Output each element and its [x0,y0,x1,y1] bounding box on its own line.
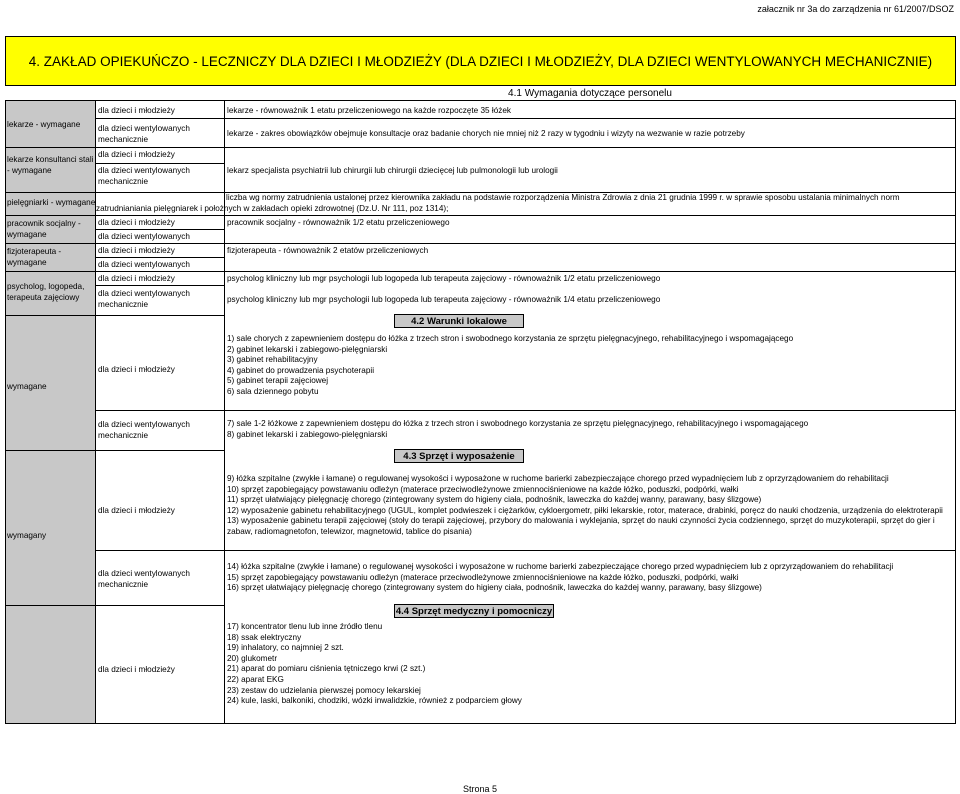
personel-item: liczba wg normy zatrudnienia ustalonej przez kierownika zakładu na podstawie rozporządzenia Ministra Zdrowia z dnia 21 grudnia 1999 r. w sprawie sposobu ustalania minimalnych norm zatrudnianiania pielęgniarek i położnych w zakładach opieki zdrowotnej (Dz.U. Nr 111, poz 1314); [96,193,900,213]
group-label: dla dzieci i młodzieży [98,246,175,255]
group-label: dla dzieci wentylowanych [98,232,190,241]
group-label: dla dzieci wentylowanych [98,260,190,269]
page-number: Strona 5 [462,784,498,794]
personel-item: psycholog kliniczny lub mgr psychologii lub logopeda lub terapeuta zajęciowy - równoważnik 1/2 etatu przeliczeniowego [227,274,661,283]
row-sep [95,410,224,411]
group-label: dla dzieci i młodzieży [98,218,175,227]
row-sep [224,118,956,119]
group-label: dla dzieci i młodzieży [98,106,175,115]
label-wymagane: wymagane [7,382,47,391]
lokal-list: 1) sale chorych z zapewnieniem dostępu do łóżka z trzech stron i swobodnego korzystania ze sprzętu pielęgnacyjnego, rehabilitacyjnego i wspomagającego 2) gabinet lekarski i zabiegowo-pielęgniarski 3) gabinet rehabilitacyjny 4) gabinet do prowadzenia psychoterapii 5) gabinet terapii zajęciowej 6) sala dziennego pobytu [227,334,794,396]
label-pielegniarki: pielęgniarki - wymagane [7,198,96,207]
section-heading-4-2: 4.2 Warunki lokalowe [394,314,524,328]
row-sep [5,605,224,606]
row-sep [5,243,224,244]
sprzet-list: 9) łóżka szpitalne (zwykłe i łamane) o regulowanej wysokości i wyposażone w ruchome barierki zabezpieczające chorego przed wypadnięciem lub z oprzyrządowaniem do rehabilitacji 10) sprzęt zapobiegający powstawaniu odleżyn (materace przeciwodleżynowe zmiennociśnieniowe na każde łóżko, poduszki, podpórki, wałki 11) sprzęt ułatwiający pielęgnację chorego (zintegrowany system do higieny ciała, podnośnik, laweczka do każdej wanny, parawany, basy ślizgowe) 12) wyposażenie gabinetu rehabilitacyjnego (UGUL, komplet podwieszek i ciężarków, cykloergometr, piłki lekarskie, rotor, materace, drabinki, poręcz do nauki chodzenia, urządzenia do elektroterapii 13) wyposażenie gabinetu terapii zajęciowej (stoły do terapii zajęciowej, przybory do malowania i wyklejania, sprzęt do nauki czynności życia codziennego, sprzęt do muzykoterapii, sprzęt do gier i zabaw, radiomagnetofon, telewizor, magnetowid, tablice do pisania) [227,474,943,536]
personel-item: pracownik socjalny - równoważnik 1/2 etatu przeliczeniowego [227,218,450,227]
row-sep [224,147,956,148]
label-fizjo: fizjoterapeuta - wymagane [7,247,62,267]
row-sep [5,147,224,148]
group-label: dla dzieci i młodzieży [98,274,175,283]
row-sep [95,229,224,230]
row-sep [95,285,224,286]
document-reference: załacznik nr 3a do zarządzenia nr 61/2007/DSOZ [757,4,954,14]
label-lekarze: lekarze - wymagane [7,120,81,129]
section-heading-4-4: 4.4 Sprzęt medyczny i pomocniczy [395,605,553,617]
personel-item: psycholog kliniczny lub mgr psychologii lub logopeda lub terapeuta zajęciowy - równoważnik 1/4 etatu przeliczeniowego [227,295,661,304]
group-label: dla dzieci wentylowanych mechanicznie [98,166,190,186]
label-pracownik: pracownik socjalny - wymagane [7,219,81,239]
personel-item: lekarze - zakres obowiązków obejmuje konsultacje oraz badanie chorych nie mniej niż 2 razy w tygodniu i wizyty na wezwanie w razie potrzeby [227,129,745,138]
row-sep [224,243,956,244]
label-psycholog: psycholog, logopeda, terapeuta zajęciowy [7,282,85,302]
label-konsultanci: lekarze konsultanci stali - wymagane [7,155,94,175]
group-label: dla dzieci wentylowanych mechanicznie [98,289,190,309]
row-sep [5,271,224,272]
row-sep [5,450,224,451]
lokal-list: 7) sale 1-2 łóżkowe z zapewnieniem dostępu do łóżka z trzech stron i swobodnego korzystania ze sprzętu pielęgnacyjnego, rehabilitacyjnego i wspomagającego 8) gabinet lekarski i zabiegowo-pielęgniarski [227,419,809,439]
table-border-right [955,100,956,724]
row-sep [5,215,224,216]
row-sep [95,257,224,258]
personel-item: fizjoterapeuta - równoważnik 2 etatów przeliczeniowych [227,246,429,255]
table-border-left [5,100,6,724]
row-sep [95,118,224,119]
group-label: dla dzieci i młodzieży [98,665,175,674]
row-sep [224,271,956,272]
group-label: dla dzieci wentylowanych mechanicznie [98,124,190,144]
table-border-top [5,100,956,101]
sprzet-list: 14) łóżka szpitalne (zwykłe i łamane) o regulowanej wysokości i wyposażone w ruchome barierki zabezpieczające chorego przed wypadnięciem lub z oprzyrządowaniem do rehabilitacji 15) sprzęt zapobiegający powstawaniu odleżyn (materace przeciwodleżynowe zmiennociśnieniowe na każde łóżko, poduszki, podpórki, wałki 16) sprzęt ułatwiający pielęgnację chorego (zintegrowany system do higieny ciała, podnośnik, laweczka do każdej wanny, parawany, basy ślizgowe) [227,562,894,593]
row-sep [95,550,224,551]
row-sep [224,410,956,411]
group-label: dla dzieci wentylowanych mechanicznie [98,569,190,589]
row-sep [224,550,956,551]
section-heading-4-3: 4.3 Sprzęt i wyposażenie [394,449,524,463]
group-label: dla dzieci i młodzieży [98,506,175,515]
medyczny-list: 17) koncentrator tlenu lub inne źródło tlenu 18) ssak elektryczny 19) inhalatory, co najmniej 2 szt. 20) glukometr 21) aparat do pomiaru ciśnienia tętniczego krwi (2 szt.) 22) aparat EKG 23) zestaw do udzielania pierwszej pomocy lekarskiej 24) kule, laski, balkoniki, chodziki, wózki inwalidzkie, również z podparciem głowy [227,622,522,706]
left-column-background [5,100,95,724]
group-label: dla dzieci wentylowanych mechanicznie [98,420,190,440]
label-wymagany: wymagany [7,531,47,540]
row-sep [5,315,224,316]
personel-item: lekarze - równoważnik 1 etatu przeliczeniowego na każde rozpoczęte 35 łóżek [227,106,511,115]
group-label: dla dzieci i młodzieży [98,365,175,374]
row-sep [224,215,956,216]
page-title-banner [5,36,956,86]
row-sep [95,163,224,164]
page-title: 4. ZAKŁAD OPIEKUŃCZO - LECZNICZY DLA DZIECI I MŁODZIEŻY (DLA DZIECI I MŁODZIEŻY, DLA DZIECI WENTYLOWANYCH MECHANICZNIE) [28,53,933,69]
table-border-bottom [5,723,956,724]
section-heading-4-1: 4.1 Wymagania dotyczące personelu [508,87,672,99]
group-label: dla dzieci i młodzieży [98,150,175,159]
personel-item: lekarz specjalista psychiatrii lub chirurgii lub chirurgii dziecięcej lub pulmonologii lub urologii [227,166,558,175]
